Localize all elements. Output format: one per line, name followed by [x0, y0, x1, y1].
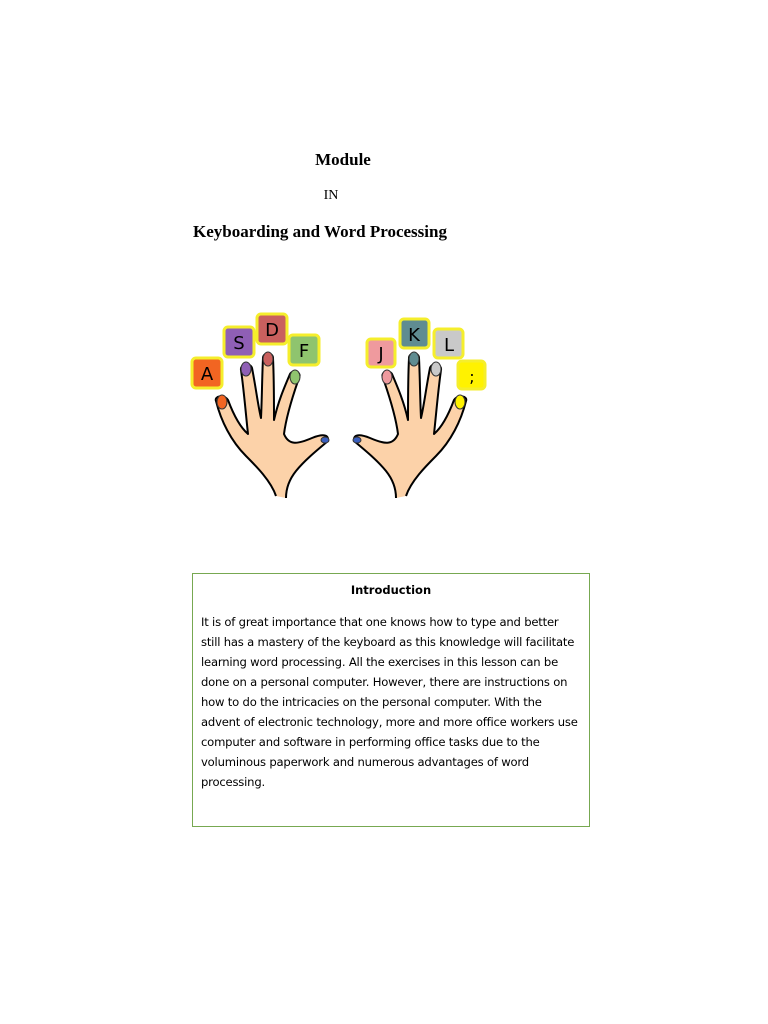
key-d-label: D — [265, 320, 279, 341]
key-k — [400, 319, 429, 348]
key-semicolon-label: ; — [469, 367, 475, 386]
key-a — [192, 358, 222, 388]
module-subtitle: Keyboarding and Word Processing — [193, 222, 447, 241]
key-semicolon — [458, 361, 485, 389]
introduction-body: It is of great importance that one knows how to type and better still has a mastery of the keyboard as this knowledge will facilitate learning word processing. All the exercises in this lesson can be done on a personal computer. However, there are instructions on how to do the intricacies on the personal computer. With the advent of electronic technology, more and more office workers use computer and software in performing office tasks due to the voluminous paperwork and numerous advantages of word processing. — [201, 615, 578, 789]
key-a-label: A — [200, 364, 214, 385]
key-d — [257, 314, 287, 344]
module-title: Module — [315, 150, 371, 169]
key-k-label: K — [408, 325, 420, 346]
key-s-label: S — [233, 333, 245, 354]
key-f — [289, 335, 319, 365]
module-connector-text: IN — [323, 188, 339, 203]
key-j-label: J — [378, 344, 384, 365]
key-j — [367, 339, 395, 367]
home-row-hands-illustration — [186, 306, 496, 506]
introduction-heading: Introduction — [350, 583, 432, 597]
left-hand — [216, 352, 329, 498]
key-s — [224, 327, 254, 357]
right-hand — [353, 352, 466, 498]
key-l — [434, 329, 463, 358]
introduction-box — [192, 573, 590, 827]
key-f-label: F — [298, 341, 310, 362]
key-l-label: L — [443, 335, 455, 356]
